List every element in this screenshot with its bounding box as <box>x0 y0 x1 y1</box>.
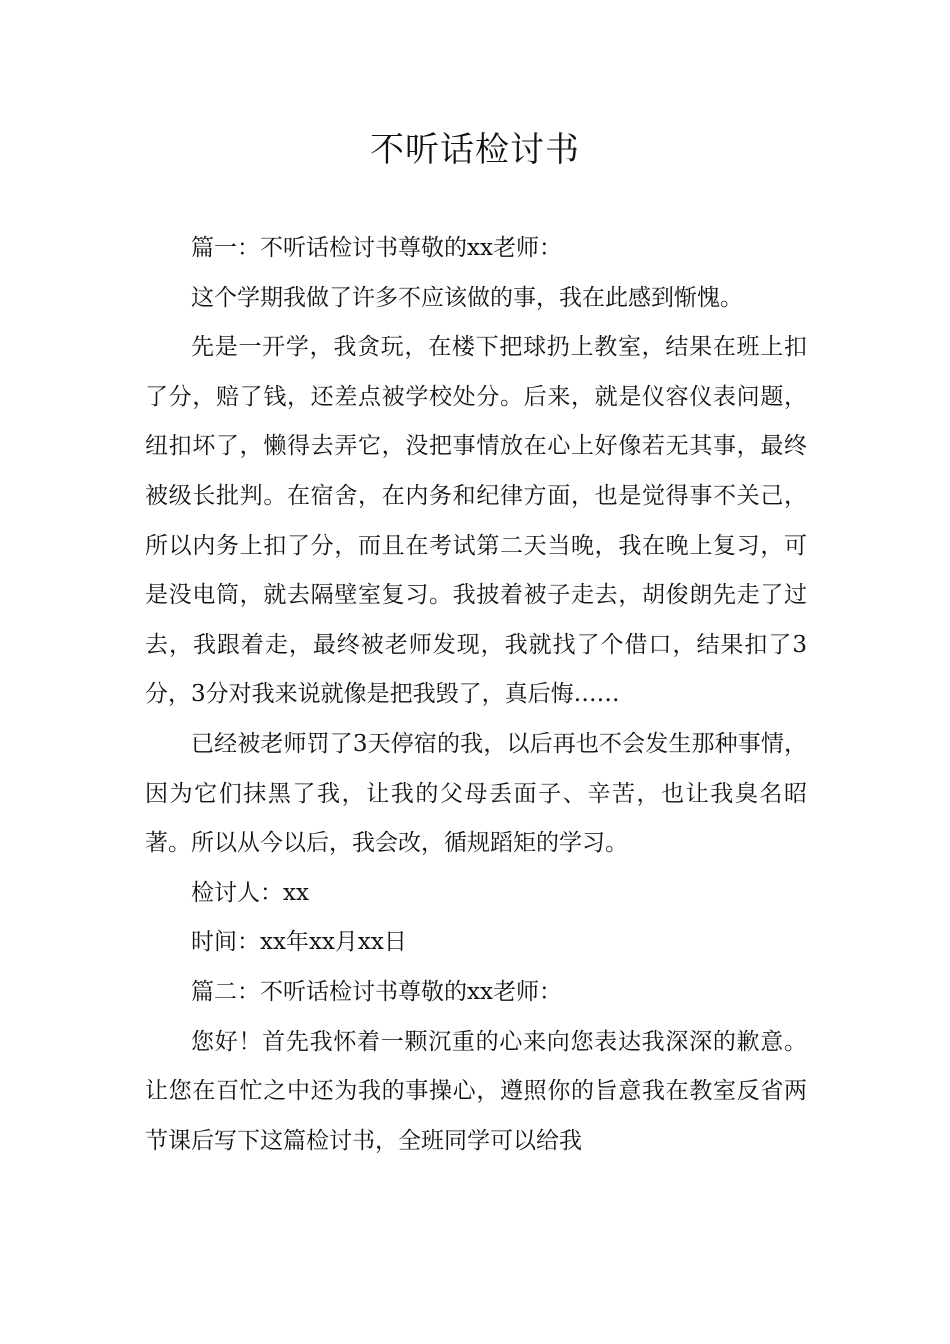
paragraph: 这个学期我做了许多不应该做的事，我在此感到惭愧。 <box>191 284 743 311</box>
paragraph: 您好！首先我怀着一颗沉重的心来向您表达我深深的歉意。让您在百忙之中还为我的事操心，遵照你的旨意我在教室反省两节课后写下这篇检讨书，全班同学可以给我 <box>145 1028 807 1154</box>
document-title: 不听话检讨书 <box>370 130 580 170</box>
document-body <box>145 224 807 1166</box>
signature-line: 检讨人：xx <box>191 879 309 906</box>
date-line: 时间：xx年xx月xx日 <box>191 929 407 956</box>
paragraph-heading-part-two: 篇二：不听话检讨书尊敬的xx老师： <box>191 978 562 1005</box>
paragraph-heading-part-one: 篇一：不听话检讨书尊敬的xx老师： <box>191 235 562 261</box>
paragraph: 已经被老师罚了3天停宿的我，以后再也不会发生那种事情，因为它们抹黑了我，让我的父母丢面子、辛苦，也让我臭名昭著。所以从今以后，我会改，循规蹈矩的学习。 <box>145 730 807 857</box>
paragraph: 先是一开学，我贪玩，在楼下把球扔上教室，结果在班上扣了分，赔了钱，还差点被学校处分。后来，就是仪容仪表问题，纽扣坏了，懒得去弄它，没把事情放在心上好像若无其事，最终被级长批判。在宿舍，在内务和纪律方面，也是觉得事不关己，所以内务上扣了分，而且在考试第二天当晚，我在晚上复习，可是没电筒，就去隔壁室复习。我披着被子走去，胡俊朗先走了过去，我跟着走，最终被老师发现，我就找了个借口，结果扣了3分，3分对我来说就像是把我毁了，真后悔…… <box>145 334 807 708</box>
